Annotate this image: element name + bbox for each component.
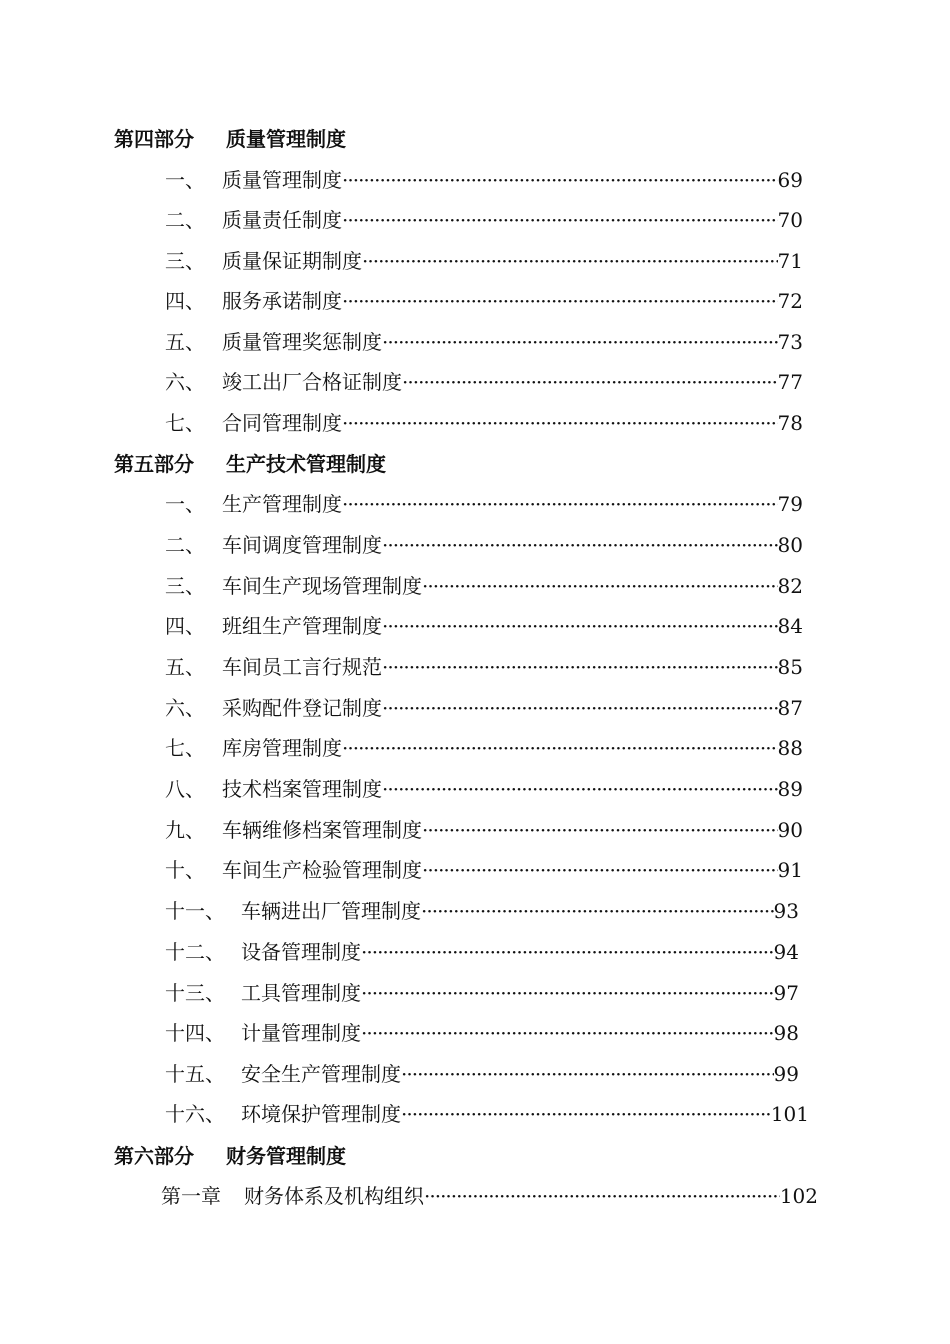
section-title: 生产技术管理制度 (226, 452, 386, 476)
entry-number: 十、 (165, 858, 205, 882)
entry-title: 质量管理制度 (222, 168, 342, 192)
entry-title: 车辆进出厂管理制度 (241, 899, 421, 923)
section-title: 质量管理制度 (226, 127, 346, 151)
entry-title: 计量管理制度 (241, 1021, 361, 1045)
entry-page-number: 71 (777, 249, 803, 273)
leader-dots (342, 489, 778, 519)
entry-title: 合同管理制度 (222, 411, 342, 435)
leader-dots (382, 611, 778, 641)
entry-title: 设备管理制度 (241, 940, 361, 964)
entry-page-number: 98 (773, 1021, 799, 1045)
entry-page-number: 101 (770, 1102, 809, 1126)
leader-dots (401, 1059, 774, 1089)
leader-dots (342, 286, 778, 316)
leader-dots (421, 896, 774, 926)
toc-entry[interactable] (165, 693, 803, 723)
entry-number: 二、 (165, 208, 205, 232)
section-part-label: 第六部分 (114, 1144, 194, 1168)
entry-number: 六、 (165, 370, 205, 394)
entry-page-number: 69 (777, 168, 803, 192)
leader-dots (362, 246, 778, 276)
leader-dots (382, 693, 778, 723)
entry-page-number: 77 (777, 370, 803, 394)
toc-entry[interactable] (165, 1059, 799, 1089)
entry-number: 十二、 (165, 940, 225, 964)
leader-dots (342, 205, 778, 235)
leader-dots (342, 733, 778, 763)
entry-number: 一、 (165, 168, 205, 192)
toc-entry[interactable] (165, 165, 803, 195)
entry-title: 库房管理制度 (222, 736, 342, 760)
entry-number: 一、 (165, 492, 205, 516)
leader-dots (422, 855, 778, 885)
toc-entry[interactable] (165, 1099, 809, 1129)
leader-dots (402, 367, 778, 397)
entry-title: 财务体系及机构组织 (244, 1184, 424, 1208)
leader-dots (361, 1018, 774, 1048)
entry-number: 七、 (165, 411, 205, 435)
leader-dots (382, 652, 778, 682)
entry-page-number: 72 (777, 289, 803, 313)
toc-entry[interactable] (161, 1181, 818, 1211)
entry-number: 十一、 (165, 899, 225, 923)
leader-dots (361, 937, 774, 967)
toc-entry[interactable] (165, 733, 803, 763)
section-heading (114, 1141, 346, 1171)
entry-number: 五、 (165, 655, 205, 679)
entry-title: 车间调度管理制度 (222, 533, 382, 557)
toc-entry[interactable] (165, 855, 803, 885)
entry-title: 竣工出厂合格证制度 (222, 370, 402, 394)
section-heading (114, 449, 386, 479)
entry-page-number: 78 (777, 411, 803, 435)
entry-title: 车间生产检验管理制度 (222, 858, 422, 882)
section-part-label: 第五部分 (114, 452, 194, 476)
toc-entry[interactable] (165, 652, 803, 682)
entry-number: 五、 (165, 330, 205, 354)
entry-page-number: 84 (777, 614, 803, 638)
toc-entry[interactable] (165, 530, 803, 560)
entry-page-number: 82 (777, 574, 803, 598)
toc-entry[interactable] (165, 774, 803, 804)
section-title: 财务管理制度 (226, 1144, 346, 1168)
entry-title: 质量保证期制度 (222, 249, 362, 273)
toc-entry[interactable] (165, 246, 803, 276)
entry-number: 七、 (165, 736, 205, 760)
entry-page-number: 85 (777, 655, 803, 679)
entry-title: 技术档案管理制度 (222, 777, 382, 801)
toc-entry[interactable] (165, 611, 803, 641)
entry-page-number: 88 (777, 736, 803, 760)
entry-number: 三、 (165, 249, 205, 273)
entry-number: 八、 (165, 777, 205, 801)
leader-dots (424, 1181, 780, 1211)
leader-dots (342, 165, 778, 195)
entry-number: 十三、 (165, 981, 225, 1005)
entry-title: 工具管理制度 (241, 981, 361, 1005)
entry-number: 二、 (165, 533, 205, 557)
leader-dots (422, 571, 778, 601)
entry-number: 三、 (165, 574, 205, 598)
leader-dots (342, 408, 778, 438)
entry-number: 六、 (165, 696, 205, 720)
entry-title: 质量责任制度 (222, 208, 342, 232)
entry-title: 车间员工言行规范 (222, 655, 382, 679)
entry-number: 十四、 (165, 1021, 225, 1045)
toc-entry[interactable] (165, 978, 799, 1008)
toc-entry[interactable] (165, 408, 803, 438)
toc-entry[interactable] (165, 327, 803, 357)
leader-dots (361, 978, 774, 1008)
entry-page-number: 80 (777, 533, 803, 557)
entry-title: 环境保护管理制度 (241, 1102, 401, 1126)
entry-title: 服务承诺制度 (222, 289, 342, 313)
toc-entry[interactable] (165, 286, 803, 316)
toc-entry[interactable] (165, 815, 803, 845)
leader-dots (382, 530, 778, 560)
entry-page-number: 73 (777, 330, 803, 354)
entry-title: 生产管理制度 (222, 492, 342, 516)
toc-entry[interactable] (165, 896, 799, 926)
entry-page-number: 93 (773, 899, 799, 923)
entry-number: 十六、 (165, 1102, 225, 1126)
toc-entry[interactable] (165, 367, 803, 397)
section-part-label: 第四部分 (114, 127, 194, 151)
entry-page-number: 102 (779, 1184, 818, 1208)
toc-entry[interactable] (165, 1018, 799, 1048)
entry-title: 车辆维修档案管理制度 (222, 818, 422, 842)
entry-page-number: 87 (777, 696, 803, 720)
section-heading (114, 124, 346, 154)
toc-entry[interactable] (165, 205, 803, 235)
entry-number: 十五、 (165, 1062, 225, 1086)
entry-number: 九、 (165, 818, 205, 842)
entry-page-number: 94 (773, 940, 799, 964)
entry-number: 第一章 (161, 1184, 221, 1208)
entry-number: 四、 (165, 289, 205, 313)
entry-page-number: 90 (777, 818, 803, 842)
leader-dots (382, 774, 778, 804)
entry-number: 四、 (165, 614, 205, 638)
entry-title: 安全生产管理制度 (241, 1062, 401, 1086)
entry-page-number: 97 (773, 981, 799, 1005)
toc-entry[interactable] (165, 937, 799, 967)
leader-dots (422, 815, 778, 845)
entry-page-number: 79 (777, 492, 803, 516)
entry-title: 车间生产现场管理制度 (222, 574, 422, 598)
entry-title: 采购配件登记制度 (222, 696, 382, 720)
leader-dots (401, 1099, 771, 1129)
entry-title: 班组生产管理制度 (222, 614, 382, 638)
entry-title: 质量管理奖惩制度 (222, 330, 382, 354)
entry-page-number: 91 (777, 858, 803, 882)
leader-dots (382, 327, 778, 357)
toc-entry[interactable] (165, 571, 803, 601)
entry-page-number: 70 (777, 208, 803, 232)
entry-page-number: 99 (773, 1062, 799, 1086)
toc-entry[interactable] (165, 489, 803, 519)
entry-page-number: 89 (777, 777, 803, 801)
